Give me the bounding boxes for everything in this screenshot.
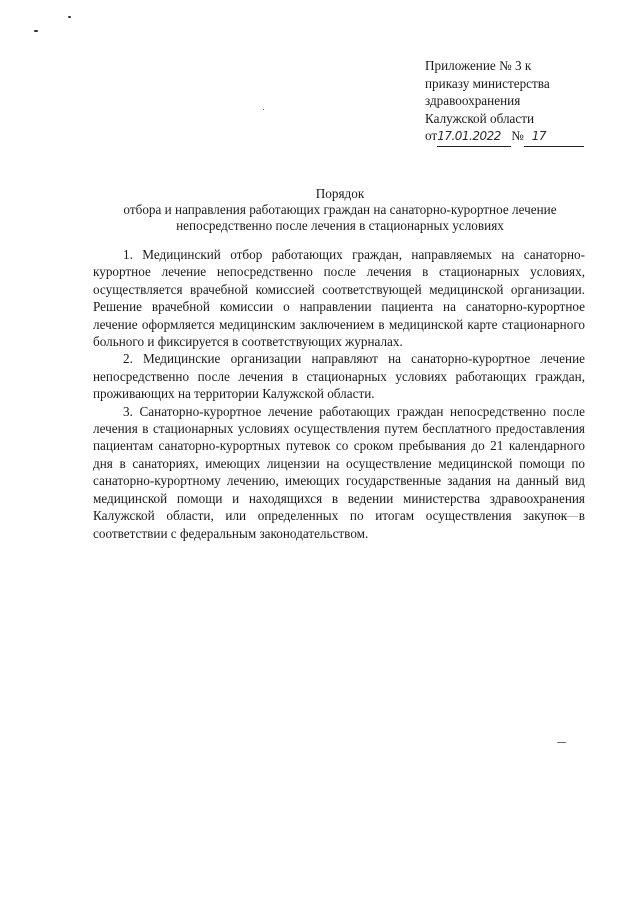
- scan-speck: [68, 16, 71, 18]
- appendix-line: Калужской области: [425, 110, 535, 126]
- paragraph-3: 3. Санаторно-курортное лечение работающих граждан непосредственно после лечения в стационарных условиях осуществления путем бесплатного предоставления пациентам санаторно-курортных путевок со сроком пребывания до 21 календарного дня в санаториях, имеющих лицензии на осуществление медицинской помощи по санаторно-курортному лечению, имеющих государственные задания на данный вид медицинской помощи и находящихся в ведении министерства здравоохранения Калужской области, или определенных по итогам осуществления закупок в соответствии с федеральным законодательством.: [93, 403, 585, 541]
- scan-speck: [263, 109, 264, 110]
- paragraph-1: 1. Медицинский отбор работающих граждан, направляемых на санаторно-курортное лечение непосредственно после лечения в стационарных условиях, осуществляется врачебной комиссией соответствующей медицинской организации. Решение врачебной комиссии о направлении пациента на санаторно-курортное лечение оформляется медицинским заключением в медицинской карте стационарного больного и фиксируется в соответствующих журналах.: [93, 247, 585, 350]
- appendix-line: приказу министерства: [425, 75, 550, 91]
- scan-speck: [34, 30, 38, 32]
- appendix-date-line: [425, 127, 605, 147]
- appendix-line: Приложение № 3 к: [425, 58, 532, 73]
- handwritten-number: [524, 128, 584, 147]
- appendix-line: здравоохранения: [425, 93, 521, 108]
- title-subline: непосредственно после лечения в стационарных условиях: [176, 218, 504, 233]
- document-body: [93, 246, 585, 542]
- date-value: 17.01.2022: [437, 129, 501, 143]
- title-subline: отбора и направления работающих граждан на санаторно-курортное лечение: [123, 202, 557, 217]
- handwritten-date: [437, 128, 511, 147]
- document-title: [90, 186, 590, 234]
- number-value: 17: [531, 129, 547, 143]
- number-prefix: №: [511, 128, 524, 143]
- paragraph-2: 2. Медицинские организации направляют на санаторно-курортное лечение непосредственно после лечения в стационарных условиях работающих граждан, проживающих на территории Калужской области.: [93, 351, 585, 402]
- scan-speck: [557, 742, 566, 743]
- title-heading: Порядок: [315, 186, 365, 201]
- date-prefix: от: [425, 128, 438, 143]
- appendix-block: [425, 57, 605, 147]
